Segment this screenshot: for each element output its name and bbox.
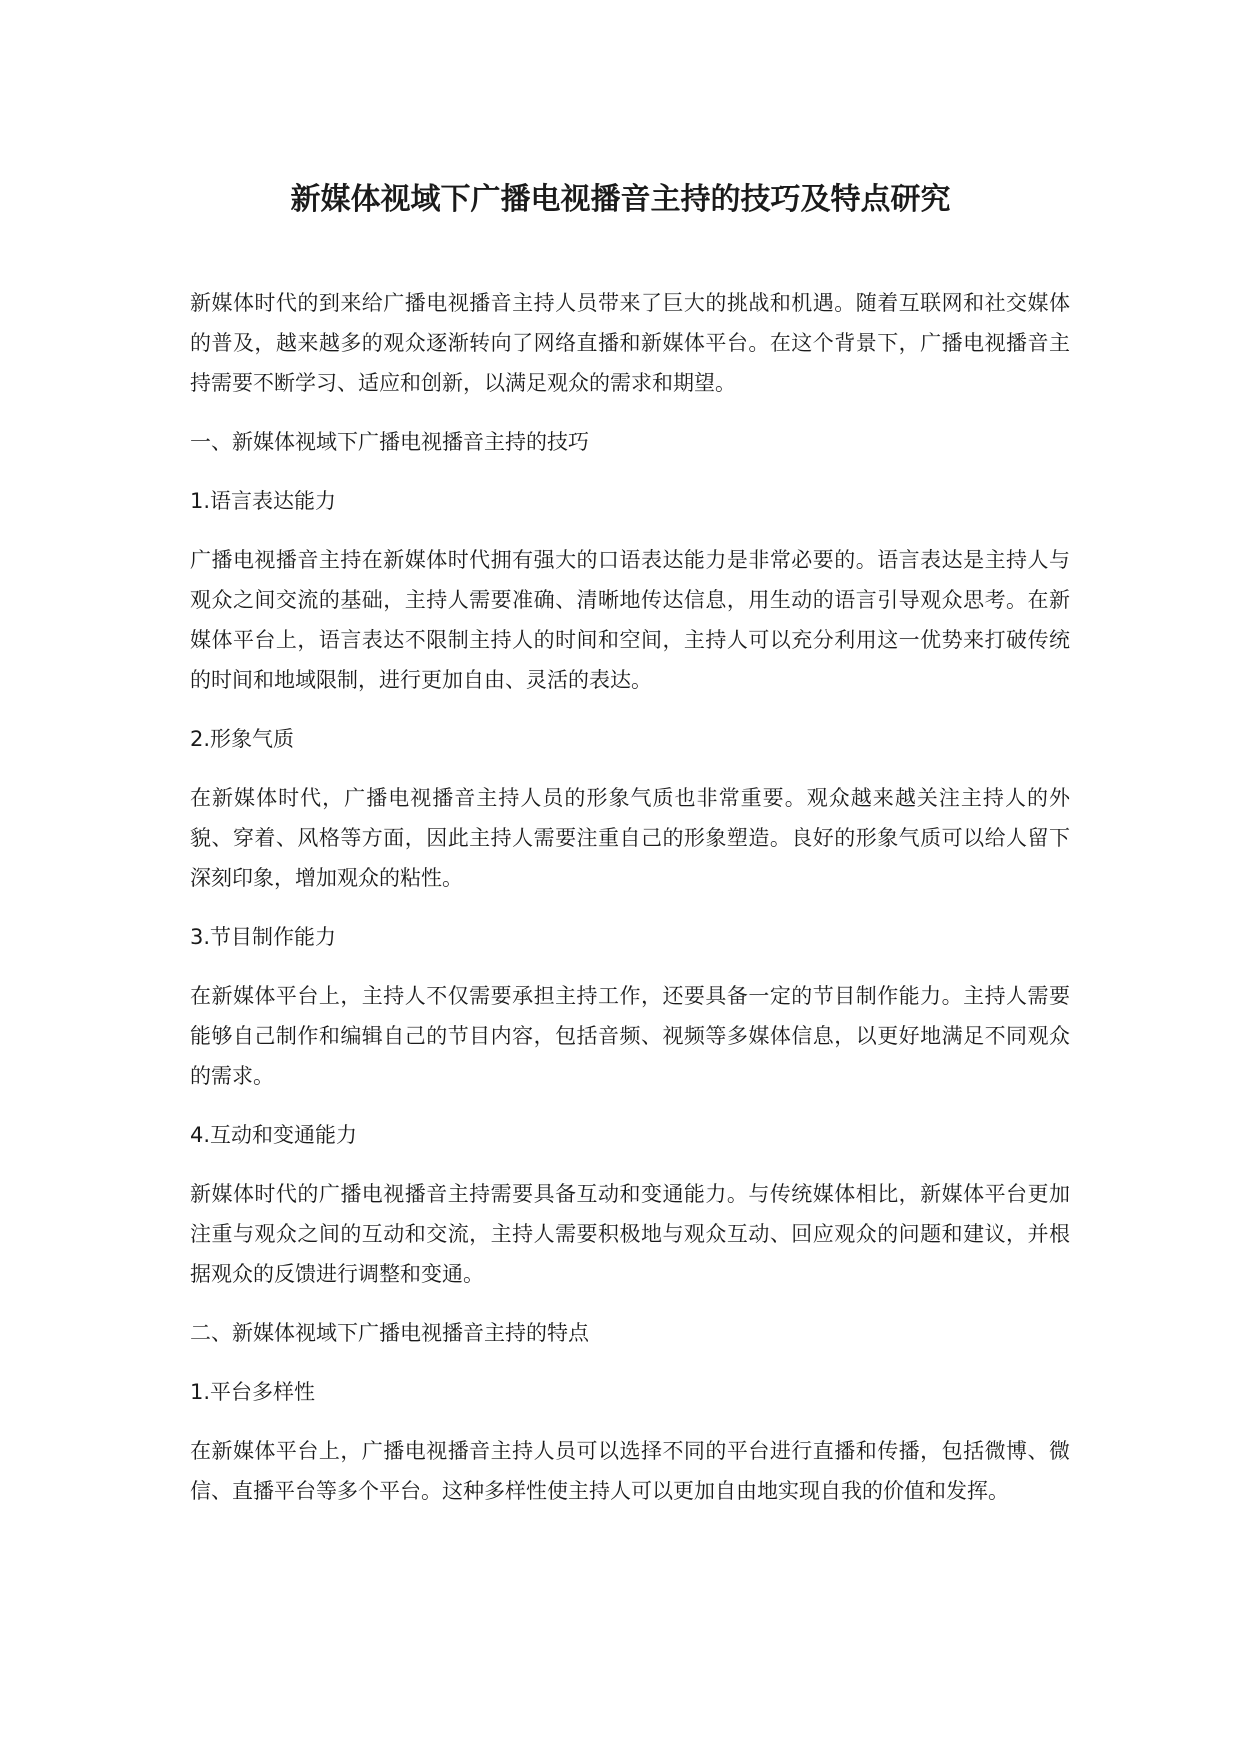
section-heading-2: 二、新媒体视域下广播电视播音主持的特点 [190, 1321, 589, 1345]
paragraph-1-4: 新媒体时代的广播电视播音主持需要具备互动和变通能力。与传统媒体相比，新媒体平台更加注重与观众之间的互动和交流，主持人需要积极地与观众互动、回应观众的问题和建议，并根据观众的反馈进行调整和变通。 [190, 1182, 1070, 1286]
subsection-heading-1-3: 3.节目制作能力 [190, 925, 337, 949]
document-title: 新媒体视域下广播电视播音主持的技巧及特点研究 [290, 182, 951, 217]
document-body [190, 283, 1070, 1530]
subsection-heading-1-1: 1.语言表达能力 [190, 489, 337, 513]
intro-paragraph: 新媒体时代的到来给广播电视播音主持人员带来了巨大的挑战和机遇。随着互联网和社交媒体的普及，越来越多的观众逐渐转向了网络直播和新媒体平台。在这个背景下，广播电视播音主持需要不断学习、适应和创新，以满足观众的需求和期望。 [190, 291, 1070, 395]
subsection-heading-2-1: 1.平台多样性 [190, 1380, 316, 1404]
subsection-heading-1-4: 4.互动和变通能力 [190, 1123, 358, 1147]
paragraph-1-1: 广播电视播音主持在新媒体时代拥有强大的口语表达能力是非常必要的。语言表达是主持人与观众之间交流的基础，主持人需要准确、清晰地传达信息，用生动的语言引导观众思考。在新媒体平台上，语言表达不限制主持人的时间和空间，主持人可以充分利用这一优势来打破传统的时间和地域限制，进行更加自由、灵活的表达。 [190, 548, 1070, 692]
section-heading-1: 一、新媒体视域下广播电视播音主持的技巧 [190, 430, 589, 454]
paragraph-2-1: 在新媒体平台上，广播电视播音主持人员可以选择不同的平台进行直播和传播，包括微博、微信、直播平台等多个平台。这种多样性使主持人可以更加自由地实现自我的价值和发挥。 [190, 1439, 1070, 1503]
paragraph-1-3: 在新媒体平台上，主持人不仅需要承担主持工作，还要具备一定的节目制作能力。主持人需要能够自己制作和编辑自己的节目内容，包括音频、视频等多媒体信息，以更好地满足不同观众的需求。 [190, 984, 1070, 1088]
paragraph-1-2: 在新媒体时代，广播电视播音主持人员的形象气质也非常重要。观众越来越关注主持人的外貌、穿着、风格等方面，因此主持人需要注重自己的形象塑造。良好的形象气质可以给人留下深刻印象，增加观众的粘性。 [190, 786, 1070, 890]
subsection-heading-1-2: 2.形象气质 [190, 727, 295, 751]
